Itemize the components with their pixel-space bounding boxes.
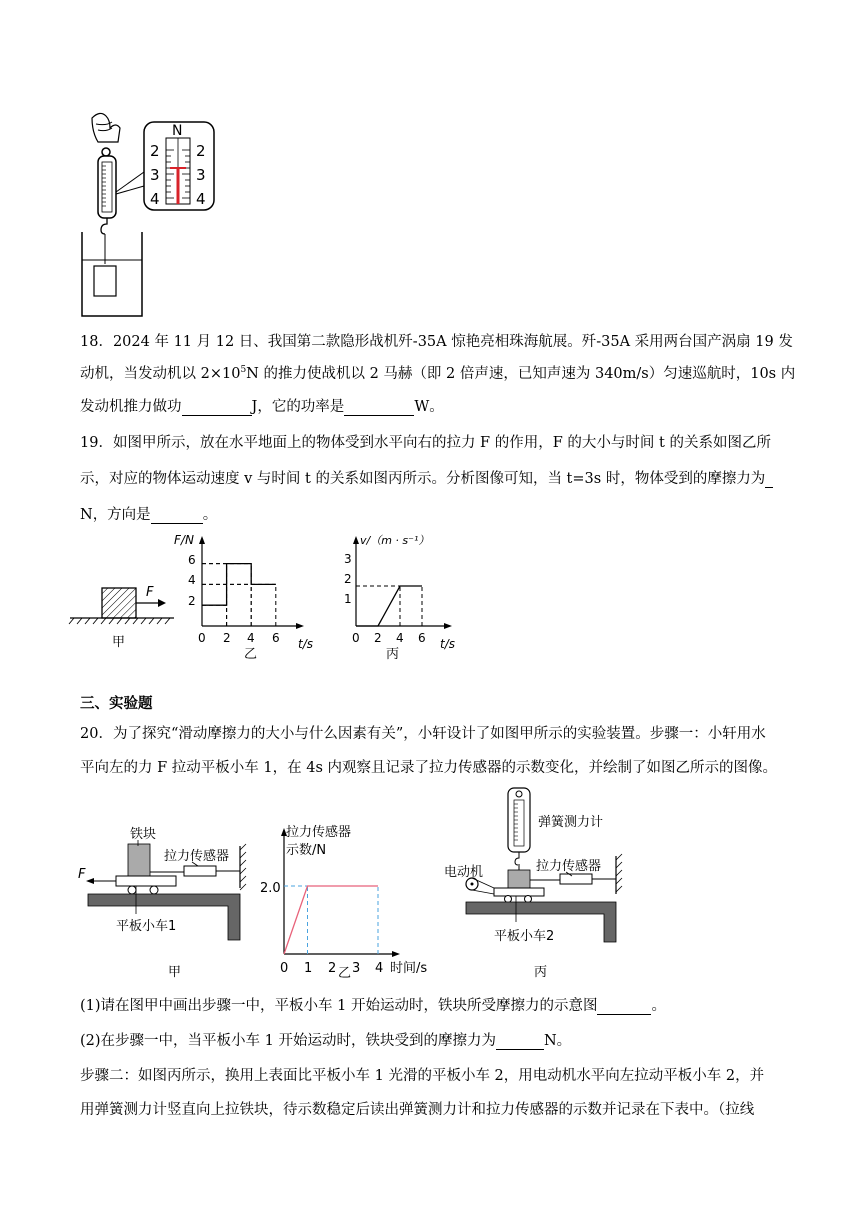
- q18-math-unit: N: [246, 366, 259, 382]
- fig19-yi-xtick-0: 0: [198, 631, 206, 645]
- q18-line3-c: W。: [414, 399, 444, 415]
- fig20-bing-cart-label: 平板小车2: [494, 929, 555, 944]
- series-line: [284, 886, 378, 954]
- fig19-yi-xtick-4: 4: [247, 631, 255, 645]
- fig20-yi-xtick-3: 3: [352, 961, 361, 976]
- fig19-bing-ytick-3: 3: [344, 552, 352, 566]
- fig19-bing-ylabel: v/（m · s⁻¹）: [360, 534, 430, 547]
- spring-scale-figure: [70, 108, 230, 320]
- fig20-jia-iron-label: 铁块: [130, 827, 157, 842]
- fig20-bing-spring-label: 弹簧测力计: [538, 815, 604, 830]
- q20-sub2-end: N。: [543, 1033, 572, 1049]
- fig19-yi-label: 乙: [244, 647, 258, 662]
- fig20-yi-xtick-1: 1: [304, 961, 313, 976]
- q18-math-base: 2×10: [200, 366, 241, 382]
- fig20-bing-label: 丙: [534, 965, 548, 980]
- q18-line3-b: J，它的功率是: [251, 399, 345, 415]
- q20-sub2: [80, 1029, 571, 1050]
- q18-line2: [80, 362, 795, 383]
- q19-blank-friction[interactable]: [765, 472, 773, 488]
- q18-line3-a: 发动机推力做功: [80, 399, 182, 415]
- fig20-yi-ylabel2: 示数/N: [286, 843, 327, 858]
- q20-blank-friction-value[interactable]: [496, 1034, 544, 1050]
- q19-blank-direction[interactable]: [151, 508, 203, 524]
- fig19-jia-label: 甲: [112, 635, 126, 650]
- fig19-bing-xtick-2: 2: [374, 631, 382, 645]
- fig19-force-time-graph: [168, 530, 326, 662]
- scale-left-3: 3: [150, 166, 160, 184]
- fig19-velocity-time-graph: [334, 530, 464, 662]
- q20-blank-friction-diagram[interactable]: [597, 999, 651, 1015]
- q19-line2-text: 示，对应的物体运动速度 v 与时间 t 的关系如图丙所示。分析图像可知，当 t=3s 时，物体受到的摩擦力为: [80, 471, 766, 487]
- fig20-bing-motor-label: 电动机: [444, 865, 484, 880]
- fig19-yi-xtick-6: 6: [272, 631, 280, 645]
- fig20-yi-label: 乙: [338, 966, 352, 981]
- q20-sub1-text: (1)请在图甲中画出步骤一中，平板小车 1 开始运动时，铁块所受摩擦力的示意图: [80, 998, 598, 1014]
- fig19-bing-ytick-2: 2: [344, 572, 352, 586]
- scale-left-2: 2: [150, 142, 160, 160]
- fig20-jia-force-label: F: [78, 867, 86, 882]
- q19-line2: [80, 467, 773, 488]
- fig19-bing-xtick-4: 4: [396, 631, 404, 645]
- q18-line3: [80, 395, 444, 416]
- fig19-force-label: F: [146, 585, 154, 600]
- fig19-yi-ytick-4: 4: [188, 573, 196, 587]
- series-line: [356, 586, 422, 626]
- q20-step2-line2: 用弹簧测力计竖直向上拉铁块，待示数稳定后读出弹簧测力计和拉力传感器的示数并记录在下表中。（拉线: [80, 1102, 755, 1118]
- section-title: 三、实验题: [80, 696, 153, 712]
- q20-sub1: [80, 994, 666, 1015]
- fig20-yi-xtick-0: 0: [280, 961, 289, 976]
- q20-line1: 20．为了探究“滑动摩擦力的大小与什么因素有关”，小轩设计了如图甲所示的实验装置。步骤一：小轩用水: [80, 726, 766, 742]
- fig19-bing-xlabel: t/s: [440, 637, 455, 651]
- fig19-block-diagram: [66, 580, 178, 650]
- q19-line1: 19．如图甲所示，放在水平地面上的物体受到水平向右的拉力 F 的作用，F 的大小与时间 t 的关系如图乙所: [80, 435, 771, 451]
- q18-line2-post: 的推力使战机以 2 马赫（即 2 倍声速，已知声速为 340m/s）匀速巡航时，10s 内: [258, 366, 796, 382]
- q19-line3-a: N，方向是: [80, 507, 151, 523]
- scale-right-4: 4: [196, 190, 206, 208]
- q20-line2: 平向左的力 F 拉动平板小车 1，在 4s 内观察且记录了拉力传感器的示数变化，并绘制了如图乙所示的图像。: [80, 760, 777, 776]
- fig20-yi-xunit: 时间/s: [390, 961, 428, 976]
- fig19-bing-ytick-1: 1: [344, 592, 352, 606]
- q19-line3-b: 。: [202, 507, 218, 523]
- fig19-bing-xtick-0: 0: [352, 631, 360, 645]
- fig20-yi-xtick-2: 2: [328, 961, 337, 976]
- scale-left-4: 4: [150, 190, 160, 208]
- q18-math-exp: 5: [240, 365, 247, 376]
- fig20-yi-yvalue: 2.0: [260, 881, 281, 896]
- scale-unit-label: N: [172, 123, 183, 139]
- fig20-yi-ylabel1: 拉力传感器: [286, 825, 352, 840]
- q20-sub2-text: (2)在步骤一中，当平板小车 1 开始运动时，铁块受到的摩擦力为: [80, 1033, 496, 1049]
- q18-line2-pre: 动机，当发动机以: [80, 366, 201, 382]
- fig20-jia-diagram: [74, 824, 264, 980]
- fig19-yi-xtick-2: 2: [223, 631, 231, 645]
- fig19-bing-label: 丙: [386, 647, 400, 662]
- fig20-bing-diagram: [436, 784, 636, 980]
- fig20-bing-sensor-label: 拉力传感器: [536, 859, 602, 874]
- q18-line1: 18．2024 年 11 月 12 日、我国第二款隐形战机歼-35A 惊艳亮相珠海航展。歼-35A 采用两台国产涡扇 19 发: [80, 334, 793, 350]
- fig19-yi-ytick-2: 2: [188, 594, 196, 608]
- scale-right-3: 3: [196, 166, 206, 184]
- fig20-sensor-time-graph: [260, 818, 444, 980]
- fig20-yi-xtick-4: 4: [375, 961, 384, 976]
- fig20-jia-sensor-label: 拉力传感器: [164, 849, 230, 864]
- scale-right-2: 2: [196, 142, 206, 160]
- q20-sub1-end: 。: [651, 998, 666, 1014]
- fig19-yi-xlabel: t/s: [298, 637, 313, 651]
- fig19-yi-ytick-6: 6: [188, 553, 196, 567]
- fig19-yi-ylabel: F/N: [174, 533, 194, 547]
- q18-blank-power[interactable]: [344, 400, 414, 416]
- q20-step2-line1: 步骤二：如图丙所示，换用上表面比平板小车 1 光滑的平板小车 2，用电动机水平向左拉动平板小车 2，并: [80, 1068, 765, 1084]
- q18-blank-work[interactable]: [182, 400, 252, 416]
- fig19-bing-xtick-6: 6: [418, 631, 426, 645]
- q19-line3: [80, 503, 217, 524]
- fig20-jia-cart-label: 平板小车1: [116, 919, 177, 934]
- fig20-jia-label: 甲: [168, 965, 182, 980]
